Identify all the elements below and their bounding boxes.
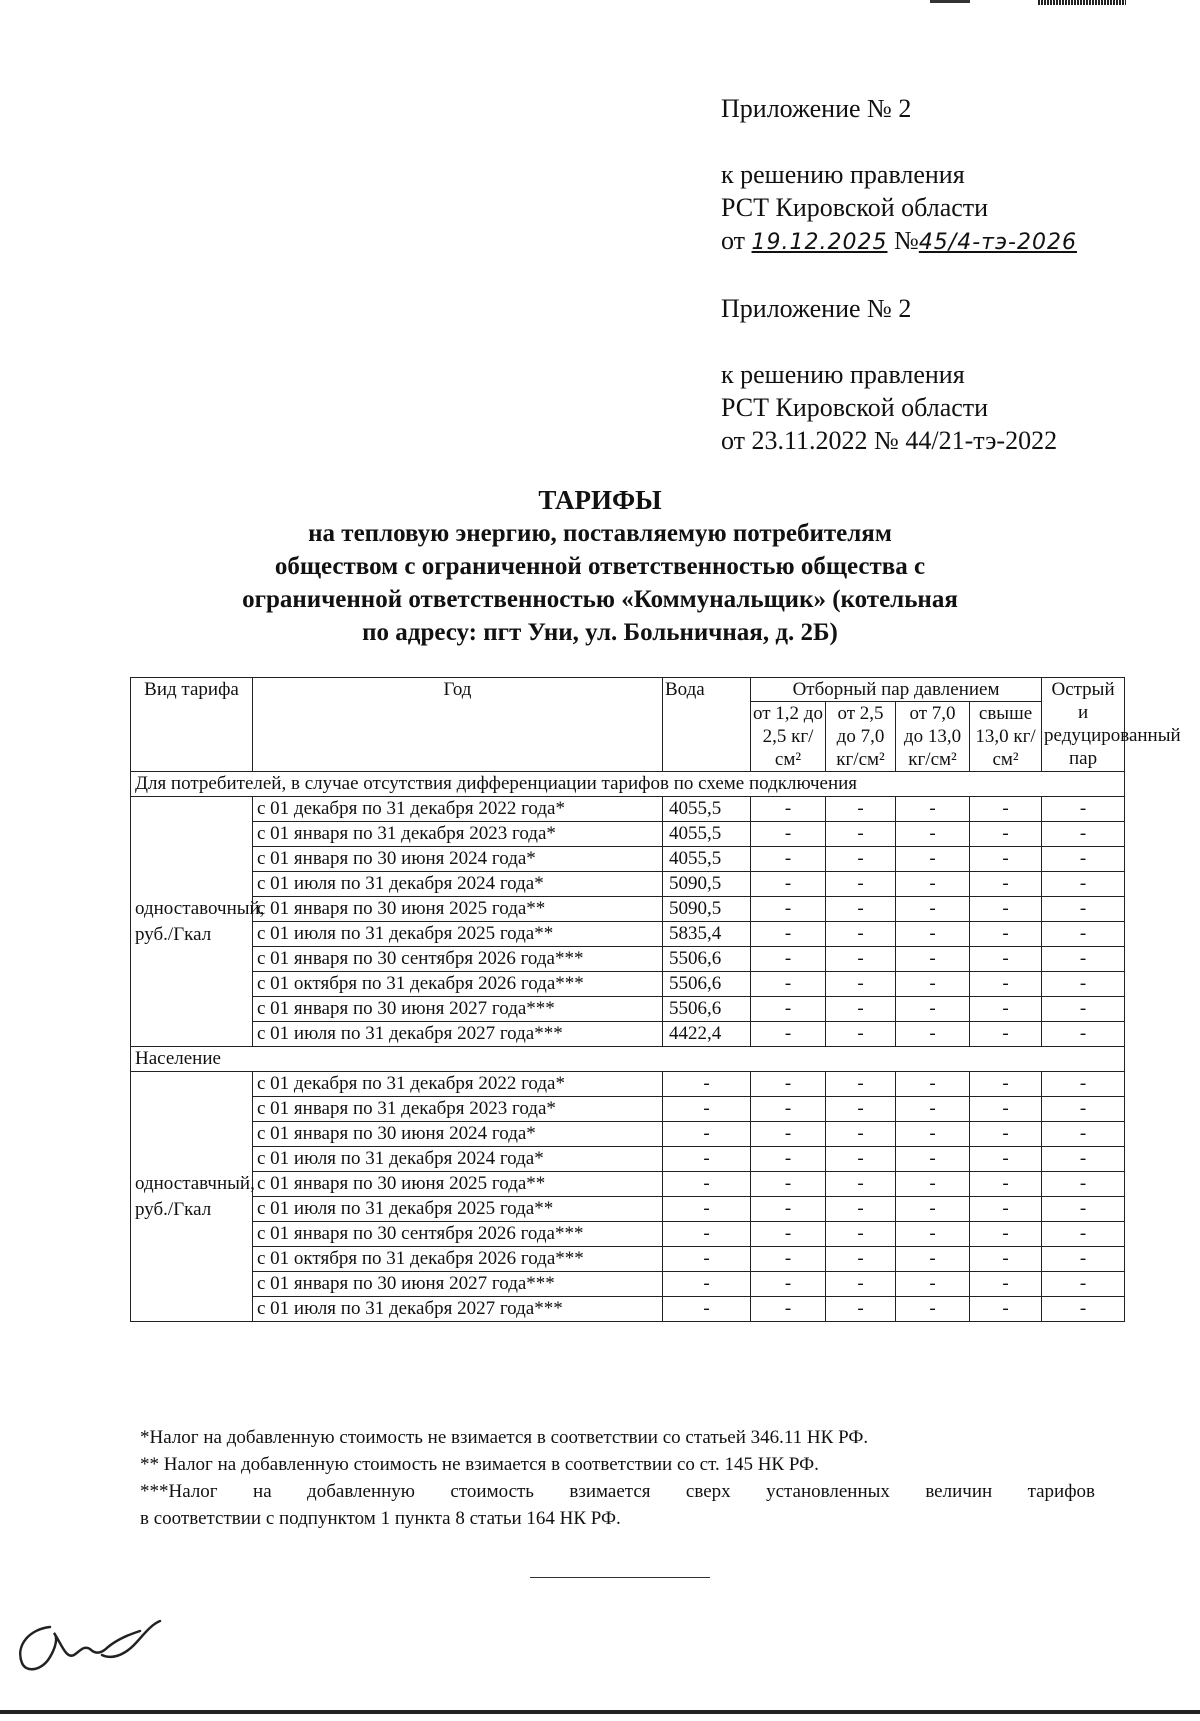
sharp-steam-cell: -: [1042, 1247, 1125, 1272]
steam-4-cell: -: [970, 1097, 1042, 1122]
tariff-table-body: [131, 772, 1125, 1322]
sharp-steam-cell: -: [1042, 1122, 1125, 1147]
water-cell: -: [663, 1297, 751, 1322]
title-line3: ограниченной ответственностью «Коммунальщик» (котельная: [242, 586, 958, 613]
steam-4-cell: -: [970, 997, 1042, 1022]
steam-3-cell: -: [896, 972, 970, 997]
table-row: [131, 897, 1125, 922]
title-main: ТАРИФЫ: [538, 485, 662, 515]
steam-4-cell: -: [970, 1147, 1042, 1172]
steam-4-cell: -: [970, 1172, 1042, 1197]
steam-2-cell: -: [826, 997, 896, 1022]
steam-1-cell: -: [751, 872, 826, 897]
steam-3-cell: -: [896, 1147, 970, 1172]
steam-3-cell: -: [896, 1022, 970, 1047]
sharp-steam-cell: -: [1042, 1097, 1125, 1122]
sharp-steam-cell: -: [1042, 922, 1125, 947]
scan-barcode-fragment: [1038, 0, 1126, 5]
water-cell: -: [663, 1222, 751, 1247]
water-cell: 5835,4: [663, 922, 751, 947]
water-cell: -: [663, 1197, 751, 1222]
steam-2-cell: -: [826, 947, 896, 972]
number-prefix: №: [894, 226, 919, 255]
water-cell: -: [663, 1172, 751, 1197]
steam-3-cell: -: [896, 1247, 970, 1272]
annex-original-line1: к решению правления: [721, 360, 965, 389]
steam-1-cell: -: [751, 822, 826, 847]
table-row: [131, 1147, 1125, 1172]
steam-4-cell: -: [970, 1122, 1042, 1147]
period-cell: с 01 декабря по 31 декабря 2022 года*: [253, 797, 663, 822]
steam-3-cell: -: [896, 1122, 970, 1147]
period-cell: с 01 января по 30 июня 2025 года**: [253, 1172, 663, 1197]
steam-1-cell: -: [751, 922, 826, 947]
sharp-steam-cell: -: [1042, 997, 1125, 1022]
sharp-steam-cell: -: [1042, 1022, 1125, 1047]
section-label: Население: [131, 1047, 1125, 1072]
annex-original-line3: от 23.11.2022 № 44/21-тэ-2022: [721, 426, 1058, 455]
steam-1-cell: -: [751, 1297, 826, 1322]
steam-4-cell: -: [970, 947, 1042, 972]
table-row: [131, 1122, 1125, 1147]
handwritten-number: 45/4-тэ-2026: [918, 230, 1077, 255]
steam-4-cell: -: [970, 1222, 1042, 1247]
header-steam-1: от 1,2 до 2,5 кг/см²: [751, 702, 826, 772]
table-row: [131, 997, 1125, 1022]
footnote-1: *Налог на добавленную стоимость не взимается в соответствии со статьей 346.11 НК РФ.: [140, 1427, 869, 1448]
steam-1-cell: -: [751, 1072, 826, 1097]
title-line4: по адресу: пгт Уни, ул. Больничная, д. 2Б): [362, 619, 838, 646]
steam-1-cell: -: [751, 1172, 826, 1197]
period-cell: с 01 декабря по 31 декабря 2022 года*: [253, 1072, 663, 1097]
water-cell: 4055,5: [663, 797, 751, 822]
steam-1-cell: -: [751, 1197, 826, 1222]
steam-2-cell: -: [826, 1222, 896, 1247]
annex-current-date-line: [721, 224, 1077, 259]
steam-2-cell: -: [826, 1272, 896, 1297]
header-year: Год: [253, 678, 663, 772]
steam-2-cell: -: [826, 1172, 896, 1197]
annex-current-line2: РСТ Кировской области: [721, 193, 989, 222]
steam-4-cell: -: [970, 847, 1042, 872]
header-sharp-steam: Острый и редуцированный пар: [1042, 678, 1125, 772]
footnote-2: ** Налог на добавленную стоимость не взимается в соответствии со ст. 145 НК РФ.: [140, 1454, 819, 1475]
table-row: [131, 1222, 1125, 1247]
table-row: [131, 972, 1125, 997]
annex-current-line1: к решению правления: [721, 160, 965, 189]
table-row: [131, 947, 1125, 972]
steam-2-cell: -: [826, 972, 896, 997]
steam-2-cell: -: [826, 1072, 896, 1097]
steam-1-cell: -: [751, 847, 826, 872]
steam-2-cell: -: [826, 1022, 896, 1047]
table-row: [131, 1172, 1125, 1197]
sharp-steam-cell: -: [1042, 797, 1125, 822]
sharp-steam-cell: -: [1042, 1072, 1125, 1097]
table-row: [131, 1272, 1125, 1297]
steam-1-cell: -: [751, 1097, 826, 1122]
period-cell: с 01 января по 30 июня 2024 года*: [253, 847, 663, 872]
steam-1-cell: -: [751, 1247, 826, 1272]
title-line2: обществом с ограниченной ответственностью общества с: [274, 553, 926, 580]
steam-3-cell: -: [896, 797, 970, 822]
steam-1-cell: -: [751, 797, 826, 822]
water-cell: 5506,6: [663, 997, 751, 1022]
water-cell: -: [663, 1147, 751, 1172]
document-title: [150, 484, 1050, 649]
steam-2-cell: -: [826, 1122, 896, 1147]
steam-3-cell: -: [896, 847, 970, 872]
sharp-steam-cell: -: [1042, 1172, 1125, 1197]
tariff-type-cell: одноставчный, руб./Гкал: [131, 1072, 253, 1322]
water-cell: 5090,5: [663, 897, 751, 922]
period-cell: с 01 июля по 31 декабря 2025 года**: [253, 1197, 663, 1222]
tariff-table: [130, 677, 1181, 1322]
sharp-steam-cell: -: [1042, 1222, 1125, 1247]
steam-4-cell: -: [970, 872, 1042, 897]
annex-current-reference: [721, 158, 1077, 259]
period-cell: с 01 июля по 31 декабря 2025 года**: [253, 922, 663, 947]
water-cell: -: [663, 1122, 751, 1147]
steam-3-cell: -: [896, 1272, 970, 1297]
period-cell: с 01 января по 31 декабря 2023 года*: [253, 822, 663, 847]
handwritten-date: 19.12.2025: [751, 230, 888, 255]
water-cell: -: [663, 1072, 751, 1097]
table-row: [131, 1022, 1125, 1047]
period-cell: с 01 июля по 31 декабря 2027 года***: [253, 1297, 663, 1322]
annex-original-line2: РСТ Кировской области: [721, 393, 989, 422]
steam-4-cell: -: [970, 1022, 1042, 1047]
separator-line: [530, 1577, 710, 1578]
title-line1: на тепловую энергию, поставляемую потребителям: [308, 520, 892, 547]
steam-2-cell: -: [826, 1147, 896, 1172]
period-cell: с 01 января по 30 июня 2027 года***: [253, 997, 663, 1022]
water-cell: 5090,5: [663, 872, 751, 897]
date-prefix: от: [721, 226, 746, 255]
sharp-steam-cell: -: [1042, 872, 1125, 897]
sharp-steam-cell: -: [1042, 947, 1125, 972]
period-cell: с 01 июля по 31 декабря 2024 года*: [253, 872, 663, 897]
table-row: [131, 1072, 1125, 1097]
sharp-steam-cell: -: [1042, 847, 1125, 872]
steam-4-cell: -: [970, 922, 1042, 947]
steam-1-cell: -: [751, 1022, 826, 1047]
sharp-steam-cell: -: [1042, 822, 1125, 847]
steam-4-cell: -: [970, 1272, 1042, 1297]
scan-mark: [930, 0, 970, 3]
sharp-steam-cell: -: [1042, 897, 1125, 922]
steam-3-cell: -: [896, 947, 970, 972]
sharp-steam-cell: -: [1042, 972, 1125, 997]
steam-3-cell: -: [896, 872, 970, 897]
steam-4-cell: -: [970, 972, 1042, 997]
steam-2-cell: -: [826, 1247, 896, 1272]
water-cell: -: [663, 1247, 751, 1272]
header-steam-2: от 2,5 до 7,0 кг/см²: [826, 702, 896, 772]
sharp-steam-cell: -: [1042, 1272, 1125, 1297]
tariff-type-cell: одноставочный, руб./Гкал: [131, 797, 253, 1047]
annex-current-title: Приложение № 2: [721, 94, 912, 123]
water-cell: 4422,4: [663, 1022, 751, 1047]
scan-bottom-edge: [0, 1710, 1200, 1714]
steam-1-cell: -: [751, 997, 826, 1022]
period-cell: с 01 января по 30 сентября 2026 года***: [253, 1222, 663, 1247]
steam-2-cell: -: [826, 1297, 896, 1322]
steam-3-cell: -: [896, 997, 970, 1022]
sharp-steam-cell: -: [1042, 1297, 1125, 1322]
period-cell: с 01 января по 30 сентября 2026 года***: [253, 947, 663, 972]
sharp-steam-cell: -: [1042, 1197, 1125, 1222]
footnotes: [140, 1424, 1095, 1532]
steam-2-cell: -: [826, 1197, 896, 1222]
steam-2-cell: -: [826, 872, 896, 897]
handwritten-signature: [10, 1615, 170, 1685]
steam-2-cell: -: [826, 822, 896, 847]
steam-4-cell: -: [970, 1297, 1042, 1322]
header-water: Вода: [663, 678, 751, 772]
water-cell: 4055,5: [663, 822, 751, 847]
steam-2-cell: -: [826, 897, 896, 922]
steam-1-cell: -: [751, 1222, 826, 1247]
header-tariff-type: Вид тарифа: [131, 678, 253, 772]
steam-1-cell: -: [751, 947, 826, 972]
period-cell: с 01 января по 31 декабря 2023 года*: [253, 1097, 663, 1122]
steam-2-cell: -: [826, 847, 896, 872]
steam-3-cell: -: [896, 1072, 970, 1097]
steam-1-cell: -: [751, 1272, 826, 1297]
period-cell: с 01 января по 30 июня 2025 года**: [253, 897, 663, 922]
period-cell: с 01 января по 30 июня 2024 года*: [253, 1122, 663, 1147]
table-section-row: [131, 772, 1125, 797]
steam-3-cell: -: [896, 1097, 970, 1122]
table-row: [131, 922, 1125, 947]
period-cell: с 01 января по 30 июня 2027 года***: [253, 1272, 663, 1297]
table-row: [131, 847, 1125, 872]
steam-3-cell: -: [896, 922, 970, 947]
steam-3-cell: -: [896, 897, 970, 922]
steam-4-cell: -: [970, 1072, 1042, 1097]
header-steam-4: свыше 13,0 кг/см²: [970, 702, 1042, 772]
steam-2-cell: -: [826, 1097, 896, 1122]
period-cell: с 01 октября по 31 декабря 2026 года***: [253, 1247, 663, 1272]
header-steam-3: от 7,0 до 13,0 кг/см²: [896, 702, 970, 772]
annex-original-title: Приложение № 2: [721, 294, 912, 323]
steam-4-cell: -: [970, 1197, 1042, 1222]
steam-1-cell: -: [751, 897, 826, 922]
header-steam-group: Отборный пар давлением: [751, 678, 1042, 702]
water-cell: 5506,6: [663, 947, 751, 972]
table-row: [131, 1097, 1125, 1122]
table-section-row: [131, 1047, 1125, 1072]
steam-3-cell: -: [896, 1197, 970, 1222]
steam-2-cell: -: [826, 797, 896, 822]
footnote-3-continued: в соответствии с подпунктом 1 пункта 8 статьи 164 НК РФ.: [140, 1508, 621, 1529]
scan-top-marks: [930, 0, 1130, 6]
steam-1-cell: -: [751, 972, 826, 997]
steam-3-cell: -: [896, 1297, 970, 1322]
table-row: [131, 1247, 1125, 1272]
steam-3-cell: -: [896, 822, 970, 847]
steam-3-cell: -: [896, 1172, 970, 1197]
water-cell: 4055,5: [663, 847, 751, 872]
table-row: [131, 1297, 1125, 1322]
water-cell: -: [663, 1272, 751, 1297]
period-cell: с 01 октября по 31 декабря 2026 года***: [253, 972, 663, 997]
section-label: Для потребителей, в случае отсутствия дифференциации тарифов по схеме подключения: [131, 772, 1125, 797]
steam-4-cell: -: [970, 897, 1042, 922]
steam-2-cell: -: [826, 922, 896, 947]
table-row: [131, 797, 1125, 822]
footnote-3: ***Налог на добавленную стоимость взимается сверх установленных величин тарифов: [140, 1481, 1095, 1502]
steam-1-cell: -: [751, 1122, 826, 1147]
steam-3-cell: -: [896, 1222, 970, 1247]
table-row: [131, 822, 1125, 847]
steam-4-cell: -: [970, 822, 1042, 847]
steam-4-cell: -: [970, 1247, 1042, 1272]
table-row: [131, 872, 1125, 897]
steam-4-cell: -: [970, 797, 1042, 822]
period-cell: с 01 июля по 31 декабря 2027 года***: [253, 1022, 663, 1047]
table-row: [131, 1197, 1125, 1222]
period-cell: с 01 июля по 31 декабря 2024 года*: [253, 1147, 663, 1172]
water-cell: -: [663, 1097, 751, 1122]
steam-1-cell: -: [751, 1147, 826, 1172]
water-cell: 5506,6: [663, 972, 751, 997]
annex-original-reference: [721, 358, 1057, 457]
sharp-steam-cell: -: [1042, 1147, 1125, 1172]
